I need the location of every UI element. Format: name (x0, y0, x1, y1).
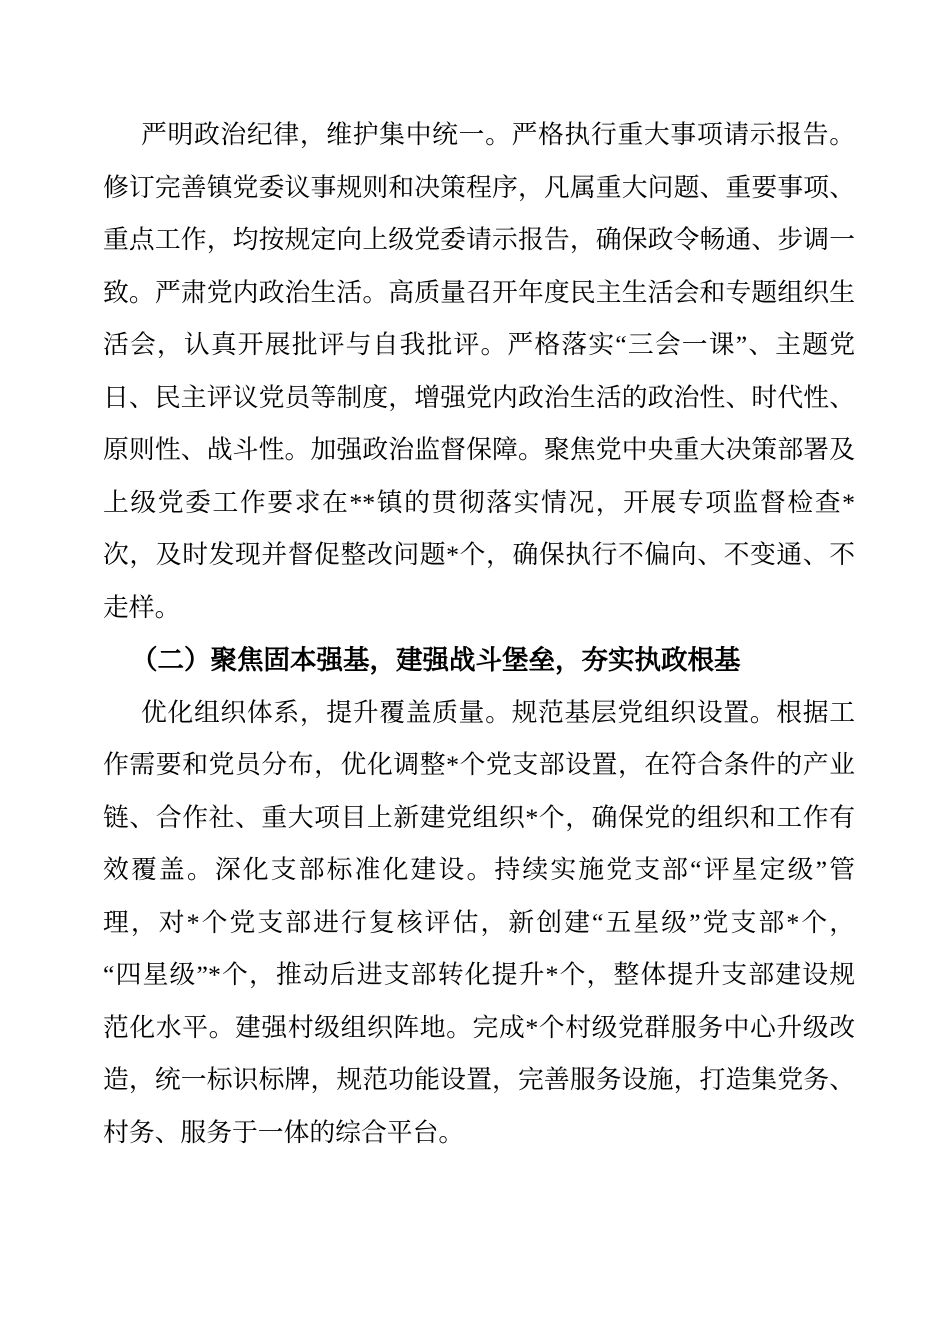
body-text-line: 日、民主评议党员等制度，增强党内政治生活的政治性、时代性、 (103, 382, 855, 412)
body-text-line: 活会，认真开展批评与自我批评。严格落实“三会一课”、主题党 (103, 330, 855, 359)
body-text-line: 效覆盖。深化支部标准化建设。持续实施党支部“评星定级”管 (103, 855, 855, 884)
body-text-line: 致。严肃党内政治生活。高质量召开年度民主生活会和专题组织生 (103, 277, 855, 307)
body-text-line: 优化组织体系，提升覆盖质量。规范基层党组织设置。根据工 (141, 697, 855, 727)
body-text-line: 链、合作社、重大项目上新建党组织*个，确保党的组织和工作有 (103, 802, 855, 832)
body-text-line: 走样。 (103, 592, 181, 622)
body-text-line: 范化水平。建强村级组织阵地。完成*个村级党群服务中心升级改 (103, 1012, 855, 1042)
document-body (103, 109, 855, 1159)
body-text-line: 严明政治纪律，维护集中统一。严格执行重大事项请示报告。 (141, 120, 855, 149)
body-text-line: 上级党委工作要求在**镇的贯彻落实情况，开展专项监督检查* (103, 487, 855, 517)
body-text-line: 重点工作，均按规定向上级党委请示报告，确保政令畅通、步调一 (103, 225, 855, 254)
body-text-line: “四星级”*个，推动后进支部转化提升*个，整体提升支部建设规 (103, 960, 855, 989)
section-heading: （二）聚焦固本强基，建强战斗堡垒，夯实执政根基 (131, 645, 741, 675)
body-text-line: 造，统一标识标牌，规范功能设置，完善服务设施，打造集党务、 (103, 1065, 855, 1094)
body-text-line: 作需要和党员分布，优化调整*个党支部设置，在符合条件的产业 (103, 750, 855, 779)
body-text-line: 次，及时发现并督促整改问题*个，确保执行不偏向、不变通、不 (103, 540, 855, 569)
body-text-line: 修订完善镇党委议事规则和决策程序，凡属重大问题、重要事项、 (103, 172, 855, 202)
body-text-line: 村务、服务于一体的综合平台。 (103, 1117, 465, 1147)
body-text-line: 原则性、战斗性。加强政治监督保障。聚焦党中央重大决策部署及 (103, 435, 855, 464)
body-text-line: 理，对*个党支部进行复核评估，新创建“五星级”党支部*个， (103, 907, 855, 937)
